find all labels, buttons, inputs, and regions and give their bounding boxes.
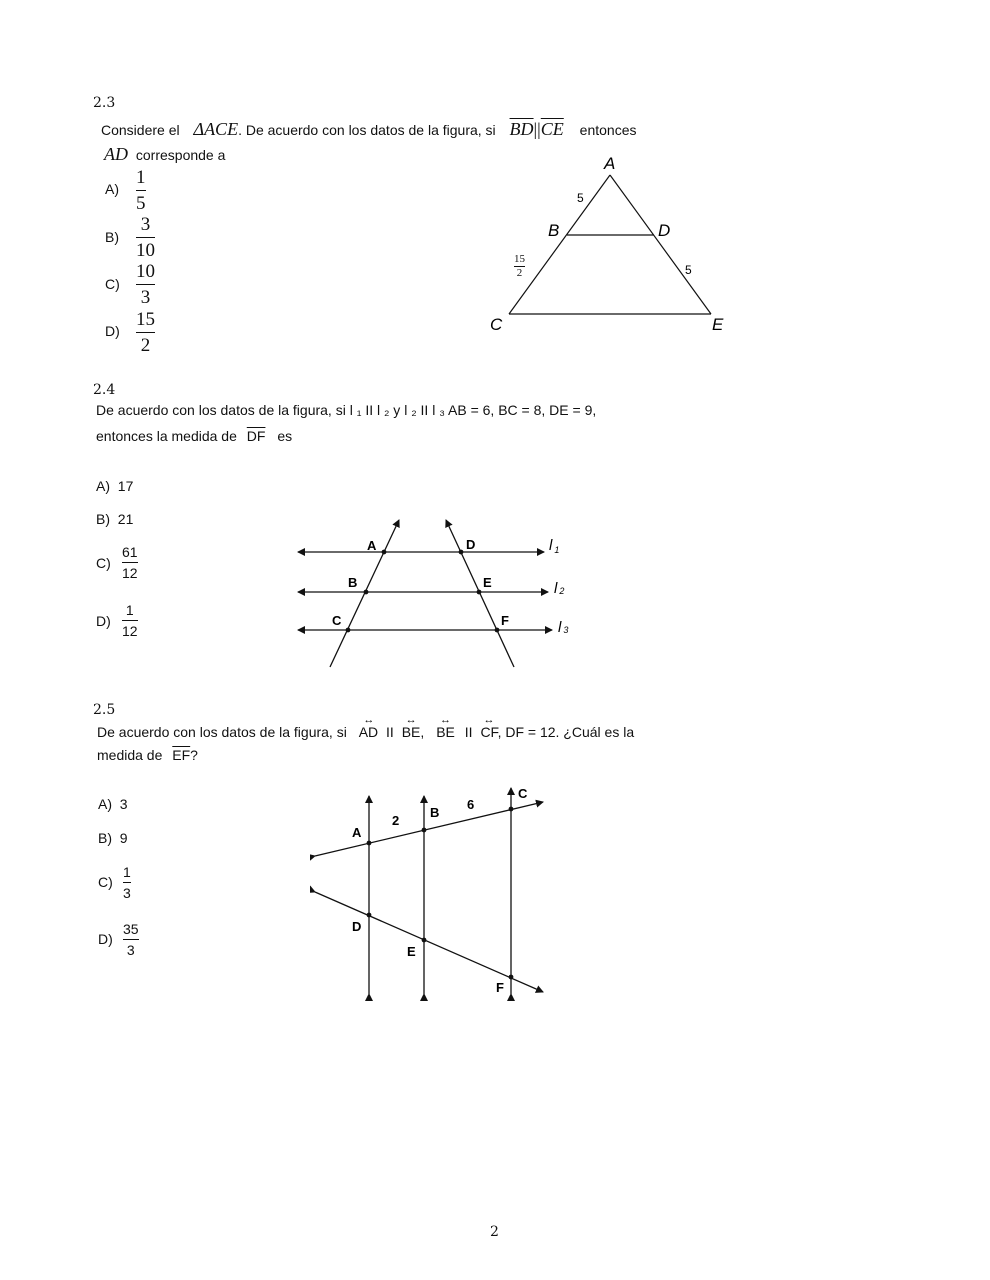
vertex-e-label: E [712, 315, 724, 334]
q25-option-c-fraction [123, 865, 131, 900]
option-letter: B) [96, 511, 110, 527]
q24-option-b [96, 511, 133, 527]
option-value: 21 [117, 511, 134, 527]
q25-parallel-1: II [386, 724, 394, 740]
q25-line2 [97, 747, 198, 763]
point-c [509, 807, 514, 812]
point-b [422, 828, 427, 833]
question-number-2-4: 2.4 [93, 382, 116, 398]
fraction-denominator: 12 [122, 565, 138, 581]
label-l3 [558, 619, 568, 636]
label-a: A [352, 825, 362, 840]
q23-text4: corresponde a [135, 147, 226, 163]
option-letter: A) [98, 796, 112, 812]
label-l1-subscript: 1 [554, 545, 560, 555]
q23-parallel-symbol: || [533, 119, 541, 139]
q23-seg-ad: AD [104, 144, 128, 164]
label-l3-letter: l [558, 619, 562, 636]
length-ab-label: 2 [392, 813, 400, 828]
point-d [459, 550, 464, 555]
q25-text1: De acuerdo con los datos de la figura, si [97, 724, 347, 740]
q24-option-d-fraction [122, 603, 138, 638]
label-f: F [496, 980, 504, 995]
q25-option-d-letter: D) [98, 931, 113, 947]
q23-triangle: ΔACE [193, 119, 239, 139]
length-bc-label: 6 [467, 797, 475, 812]
q25-cf-text: CF [480, 724, 498, 740]
label-c: C [332, 613, 342, 628]
double-arrow-icon: ↔ [440, 714, 452, 726]
fraction-numerator: 10 [136, 261, 155, 282]
label-l2 [554, 580, 564, 597]
point-d [367, 913, 372, 918]
label-l1 [549, 537, 559, 555]
double-arrow-icon: ↔ [363, 714, 374, 726]
label-e: E [483, 575, 492, 590]
parallel-lines-figure [290, 512, 590, 674]
vertex-d-label: D [658, 221, 671, 240]
fraction-denominator: 3 [126, 942, 135, 958]
fraction-numerator: 1 [125, 602, 134, 618]
q23-option-b-fraction [136, 215, 155, 260]
q24-es: es [277, 428, 293, 444]
fraction-denominator: 2 [516, 267, 523, 279]
option-value: 17 [117, 478, 134, 494]
label-e: E [407, 944, 416, 959]
q25-parallel-2: II [464, 724, 473, 740]
q24-option-d-letter: D) [96, 613, 111, 629]
label-a: A [367, 538, 377, 553]
label-l3-subscript: 3 [563, 625, 569, 635]
q23-option-b-letter: B) [105, 229, 119, 245]
double-arrow-icon: ↔ [405, 714, 417, 726]
q25-line-be2 [436, 714, 455, 740]
option-value: 9 [119, 830, 128, 846]
q25-line-ad [358, 714, 379, 740]
point-e [422, 938, 427, 943]
q24-option-c-letter: C) [96, 555, 111, 571]
q25-be1-text: BE [401, 724, 421, 740]
q25-ad-text: AD [358, 724, 379, 740]
length-de-label: 5 [685, 263, 692, 277]
vertex-c-label: C [490, 315, 503, 334]
fraction-denominator: 2 [140, 335, 151, 356]
q25-text2: , DF = 12. ¿Cuál es la [497, 724, 635, 740]
fraction-denominator: 5 [136, 193, 146, 214]
q23-seg-ce: $\overline{CE}$ [540, 119, 564, 139]
q24-seg-df: $\overline{DF}$ [246, 428, 266, 444]
point-c [346, 628, 351, 633]
q25-line2-text: medida de [97, 747, 163, 763]
q24-line2 [96, 428, 292, 444]
q24-line2-text: entonces la medida de [96, 428, 237, 444]
q25-option-a [98, 796, 128, 812]
q23-option-d-fraction [136, 310, 155, 355]
label-f: F [501, 613, 509, 628]
q23-text3: entonces [579, 122, 637, 138]
fraction-numerator: 1 [136, 167, 146, 188]
fraction-denominator: 3 [140, 287, 151, 308]
fraction-denominator: 12 [122, 623, 138, 639]
double-arrow-icon: ↔ [483, 714, 495, 726]
point-b [364, 590, 369, 595]
transversal-top [315, 802, 543, 856]
q25-option-c-letter: C) [98, 874, 113, 890]
label-l2-letter: l [554, 580, 558, 597]
q23-option-d-letter: D) [105, 323, 120, 339]
q25-comma: , [420, 724, 425, 740]
q25-option-b [98, 830, 128, 846]
vertex-b-label: B [548, 221, 560, 240]
length-ab-label: 5 [577, 191, 584, 205]
q23-option-a-letter: A) [105, 181, 119, 197]
fraction-numerator: 3 [140, 214, 151, 235]
q25-line1 [97, 714, 635, 740]
fraction-numerator: 15 [514, 253, 525, 265]
label-l1-letter: l [549, 537, 553, 554]
point-e [477, 590, 482, 595]
point-f [509, 975, 514, 980]
length-bc-fraction [514, 254, 525, 279]
q25-seg-ef: $\overline{EF}$ [172, 747, 191, 763]
q24-option-c-fraction [122, 545, 138, 580]
fraction-denominator: 10 [136, 240, 155, 261]
vertex-a-label: A [604, 154, 616, 173]
q25-question-mark: ? [190, 747, 198, 763]
q24-line1: De acuerdo con los datos de la figura, si l ₁ II l ₂ y l ₂ II l ₃ AB = 6, BC = 8, DE = 9, [96, 402, 597, 418]
label-d: D [352, 919, 362, 934]
question-number-2-5: 2.5 [93, 702, 116, 718]
label-b: B [348, 575, 358, 590]
point-a [367, 841, 372, 846]
label-b: B [430, 805, 440, 820]
fraction-denominator: 3 [123, 885, 131, 901]
q23-option-c-letter: C) [105, 276, 120, 292]
q23-option-a-fraction [136, 168, 146, 213]
option-letter: A) [96, 478, 110, 494]
page-number: 2 [490, 1224, 499, 1240]
triangle-figure [480, 150, 740, 340]
point-f [495, 628, 500, 633]
point-a [382, 550, 387, 555]
label-d: D [466, 537, 476, 552]
q23-line1 [101, 119, 637, 140]
option-value: 3 [119, 796, 128, 812]
q25-be2-text: BE [436, 724, 455, 740]
fraction-numerator: 15 [136, 309, 155, 330]
q23-seg-bd: $\overline{BD}$ [509, 119, 534, 139]
label-l2-subscript: 2 [559, 586, 565, 596]
q23-option-c-fraction [136, 262, 155, 307]
q25-line-cf [480, 714, 498, 740]
option-letter: B) [98, 830, 112, 846]
label-c: C [518, 786, 528, 801]
side-ac [509, 175, 610, 314]
q23-text2: . De acuerdo con los datos de la figura, si [238, 122, 496, 138]
question-number-2-3: 2.3 [93, 95, 116, 111]
fraction-numerator: 35 [123, 921, 139, 937]
q25-option-d-fraction [123, 922, 139, 957]
fraction-numerator: 61 [122, 544, 138, 560]
q24-option-a [96, 478, 133, 494]
fraction-numerator: 1 [123, 864, 131, 880]
q23-line2 [104, 144, 225, 165]
transversals-figure [310, 782, 560, 1002]
side-ae [610, 175, 711, 314]
q23-text1: Considere el [101, 122, 180, 138]
q25-line-be1 [401, 714, 421, 740]
